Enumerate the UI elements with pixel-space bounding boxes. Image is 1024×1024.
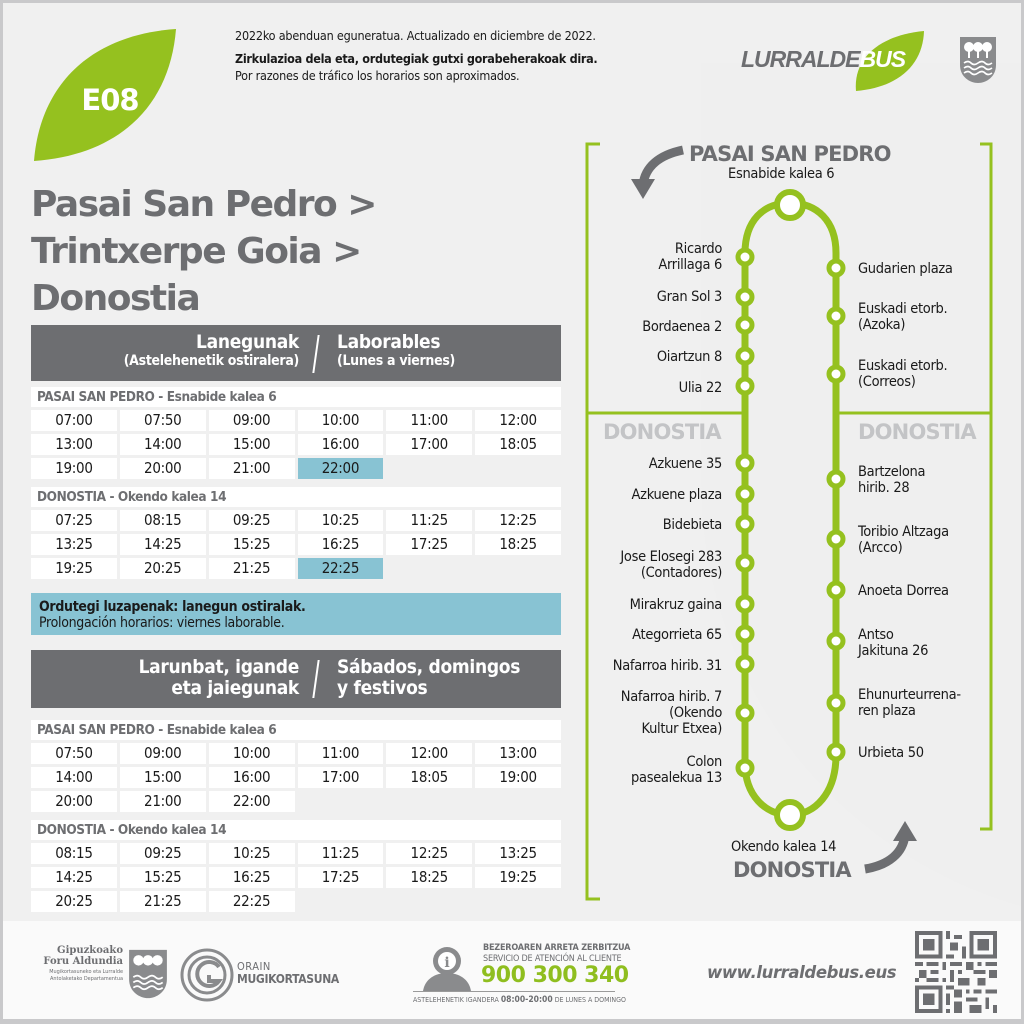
lurraldebus-logo [741,29,931,93]
traffic-note-es: Por razones de tráfico los horarios son aproximados. [235,68,520,83]
extension-note-eu: Ordutegi luzapenak: lanegun ostiralak. [39,599,306,615]
stop-header: DONOSTIA - Okendo kalea 14 [31,820,561,840]
orain-mugikortasuna-logo-icon [179,947,235,1003]
weekday-header [31,325,561,381]
time-cell: 18:25 [386,867,472,888]
time-cell: 10:00 [298,410,384,431]
weekend-header: Larunbat, igande eta jaiegunak Sábados, domingos y festivos [31,650,561,708]
weekend-timetable [31,650,561,912]
time-cell: 20:25 [120,558,206,579]
time-cell: 19:00 [475,767,561,788]
time-cell: 12:25 [475,510,561,531]
weekday-subtitle-eu: (Astelehenetik ostiralera) [123,353,299,369]
timetable-poster [3,3,1021,1019]
times-grid [31,743,561,812]
time-cell: 09:25 [120,843,206,864]
time-cell: 07:50 [120,410,206,431]
time-cell: 12:00 [475,410,561,431]
time-cell: 09:00 [120,743,206,764]
time-cell: 16:25 [298,534,384,555]
stop-label: Colon pasealekua 13 [631,754,722,786]
time-cell: 21:25 [209,558,295,579]
time-cell: 09:00 [209,410,295,431]
time-cell: 10:00 [209,743,295,764]
gipuzkoa-shield-icon [127,947,169,1001]
website-link[interactable]: www.lurraldebus.eus [707,963,897,982]
stop-header: PASAI SAN PEDRO - Esnabide kalea 6 [31,387,561,407]
stop-label: Toribio Altzaga (Arcco) [858,524,949,556]
time-cell: 15:25 [209,534,295,555]
weekday-timetable [31,325,561,579]
qr-code-icon[interactable] [915,931,997,1013]
time-cell: 09:25 [209,510,295,531]
time-cell: 17:25 [298,867,384,888]
stop-header: DONOSTIA - Okendo kalea 14 [31,487,561,507]
time-cell: 19:25 [475,867,561,888]
weekday-title-eu: Lanegunak [196,331,299,353]
weekend-title-eu: Larunbat, igande [138,656,299,678]
stop-label: Gudarien plaza [858,261,953,277]
stop-label: Nafarroa hirib. 7 (Okendo Kultur Etxea) [620,689,722,737]
divider [312,660,319,698]
time-cell: 21:25 [120,891,206,912]
updated-note: 2022ko abenduan eguneratua. Actualizado en diciembre de 2022. [235,28,596,43]
stop-label: Ategorrieta 65 [632,627,722,643]
stop-label: Ricardo Arrillaga 6 [658,241,722,273]
time-cell: 11:25 [298,843,384,864]
customer-service-info-icon [421,943,473,993]
weekday-subtitle-es: (Lunes a viernes) [337,353,455,369]
time-cell: 21:00 [120,791,206,812]
time-cell: 17:00 [298,767,384,788]
stop-label: Bartzelona hirib. 28 [858,464,926,496]
times-grid [31,843,561,912]
time-cell: 11:00 [386,410,472,431]
stop-label: Antso Jakituna 26 [858,627,929,659]
traffic-note-eu: Zirkulazioa dela eta, ordutegiak gutxi gorabeherakoak dira. [235,51,598,66]
stop-label: Anoeta Dorrea [858,583,949,599]
arrow-icon [643,150,683,185]
brand-name: LURRALDEBUS [741,46,906,72]
extension-note [31,593,561,635]
time-cell: 15:25 [120,867,206,888]
time-cell: 22:25 [209,891,295,912]
stop-label: Azkuene plaza [631,487,722,503]
service-title-eu: BEZEROAREN ARRETA ZERBITZUA [483,943,631,953]
time-cell: 18:05 [386,767,472,788]
time-cell: 13:25 [475,843,561,864]
stop-label: Bordaenea 2 [642,319,722,335]
service-title-es: SERVICIO DE ATENCIÓN AL CLIENTE [483,954,622,964]
time-cell: 07:25 [31,510,117,531]
time-cell: 16:25 [209,867,295,888]
notice-block [235,27,695,84]
time-cell-friday-only: 22:25 [298,558,384,579]
top-terminal-name: PASAI SAN PEDRO [689,142,891,166]
time-cell: 08:15 [120,510,206,531]
time-cell: 14:00 [31,767,117,788]
bottom-terminal-street: Okendo kalea 14 [731,839,837,855]
orain-mugikortasuna-text: ORAIN MUGIKORTASUNA [237,960,339,986]
time-cell: 15:00 [209,434,295,455]
stop-label: Nafarroa hirib. 31 [612,658,722,674]
time-cell: 20:25 [31,891,117,912]
time-cell: 15:00 [120,767,206,788]
line-badge [30,25,180,165]
background-curve [701,63,1021,923]
time-cell: 12:25 [386,843,472,864]
times-grid [31,510,561,579]
stop-label: Bidebieta [662,517,722,533]
stop-label: Mirakruz gaina [629,597,722,613]
route-title: Pasai San Pedro > Trintxerpe Goia > Donostia [31,184,376,319]
zone-label-left: DONOSTIA [603,420,721,444]
stop-label: Azkuene 35 [648,456,722,472]
weekend-title-es: Sábados, domingos [337,656,521,678]
time-cell: 18:25 [475,534,561,555]
time-cell: 18:05 [475,434,561,455]
stop-header: PASAI SAN PEDRO - Esnabide kalea 6 [31,720,561,740]
gipuzkoa-shield-icon [958,35,998,85]
time-cell: 16:00 [209,767,295,788]
service-hours: ASTELEHENETIK IGANDERA 08:00-20:00 DE LUNES A DOMINGO [413,995,626,1005]
time-cell: 17:25 [386,534,472,555]
time-cell: 20:00 [31,791,117,812]
svg-text:i: i [444,955,450,971]
top-terminal-street: Esnabide kalea 6 [728,166,835,182]
line-code: E08 [81,83,139,117]
time-cell: 14:25 [31,867,117,888]
time-cell: 11:00 [298,743,384,764]
stop-label: Jose Elosegi 283 (Contadores) [620,549,722,581]
time-cell: 22:00 [209,791,295,812]
gipuzkoa-foru-aldundia-logo: Gipuzkoako Foru Aldundia Mugikortasuneko eta Lurralde Antolaketako Departamentua [43,945,123,982]
time-cell: 08:15 [31,843,117,864]
service-phone[interactable]: 900 300 340 [481,963,629,988]
time-cell: 14:00 [120,434,206,455]
time-cell: 11:25 [386,510,472,531]
stop-label: Ehunurteurrena- ren plaza [858,687,961,719]
time-cell: 10:25 [209,843,295,864]
time-cell: 17:00 [386,434,472,455]
time-cell: 19:00 [31,458,117,479]
time-cell: 07:00 [31,410,117,431]
time-cell-friday-only: 22:00 [298,458,384,479]
extension-note-es: Prolongación horarios: viernes laborable. [39,615,285,631]
time-cell: 13:00 [31,434,117,455]
divider [312,335,319,373]
time-cell: 13:25 [31,534,117,555]
weekday-title-es: Laborables [337,331,441,353]
stop-label: Oiartzun 8 [656,349,722,365]
time-cell: 14:25 [120,534,206,555]
stop-label: Euskadi etorb. (Correos) [858,358,948,390]
time-cell: 21:00 [209,458,295,479]
time-cell: 12:00 [386,743,472,764]
time-cell: 20:00 [120,458,206,479]
stop-label: Euskadi etorb. (Azoka) [858,301,948,333]
customer-service-block [413,941,663,1011]
zone-label-right: DONOSTIA [858,420,976,444]
stop-label: Urbieta 50 [858,745,924,761]
stop-label: Ulia 22 [678,380,722,396]
time-cell: 19:25 [31,558,117,579]
bottom-terminal-name: DONOSTIA [733,858,851,882]
times-grid [31,410,561,479]
divider [413,991,615,992]
time-cell: 10:25 [298,510,384,531]
time-cell: 07:50 [31,743,117,764]
time-cell: 13:00 [475,743,561,764]
stop-label: Gran Sol 3 [656,289,722,305]
time-cell: 16:00 [298,434,384,455]
